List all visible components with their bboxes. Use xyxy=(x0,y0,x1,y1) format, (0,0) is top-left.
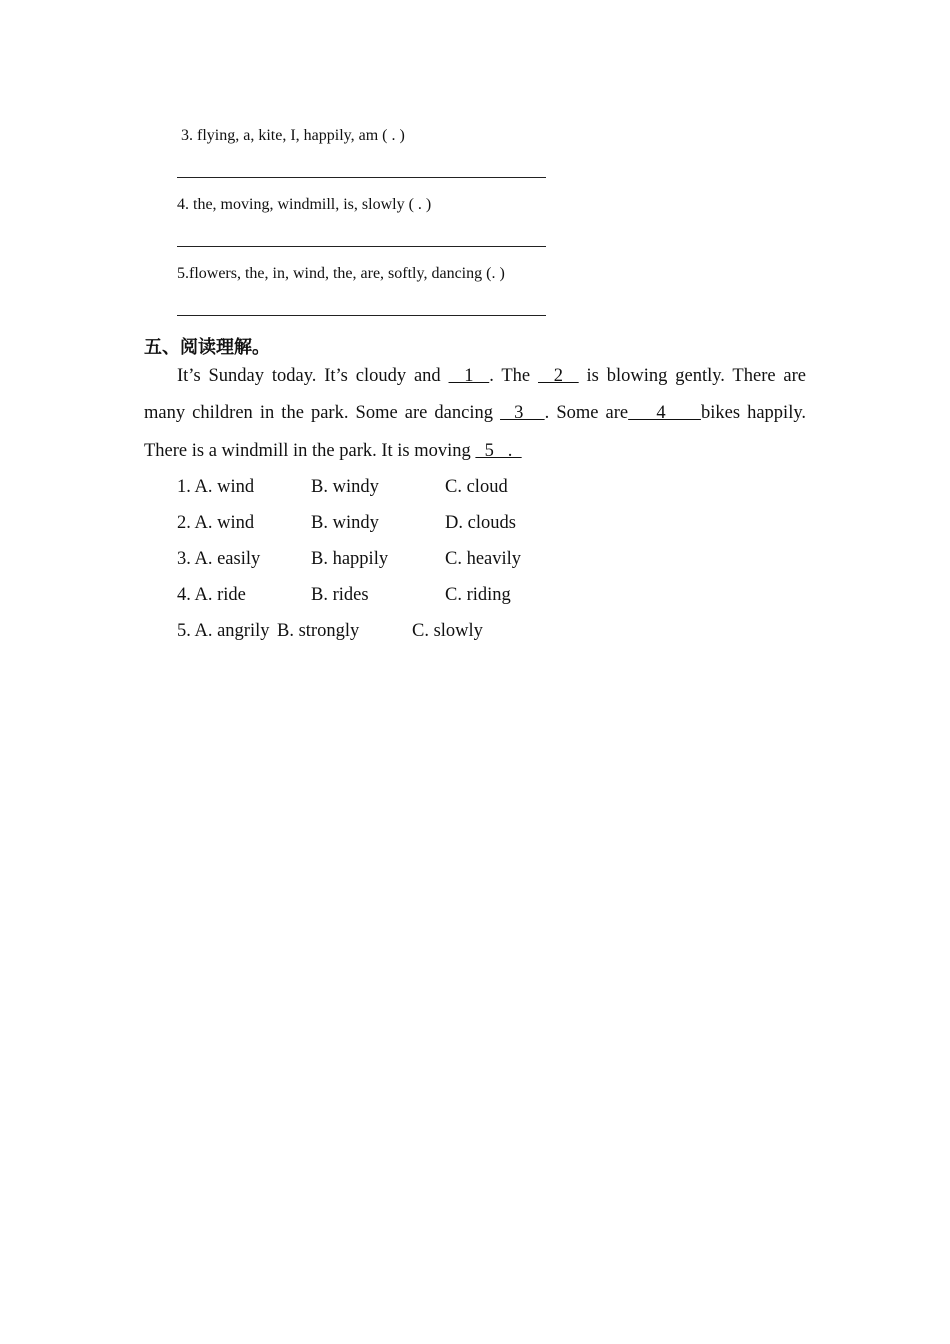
answer-line-5 xyxy=(177,315,546,316)
blank-3: 3 xyxy=(500,403,545,423)
passage-text: is blowing gently. There are xyxy=(578,366,807,386)
reorder-item-3: 3. flying, a, kite, I, happily, am ( . ) xyxy=(181,127,405,144)
option-1-b: B. windy xyxy=(311,477,379,497)
option-1-c: C. cloud xyxy=(445,477,508,497)
option-5-a: 5. A. angrily xyxy=(177,621,270,641)
option-3-b: B. happily xyxy=(311,549,389,569)
passage-text: There is a windmill in the park. It is moving xyxy=(144,441,476,461)
option-5-b: B. strongly xyxy=(277,621,360,641)
option-2-c: D. clouds xyxy=(445,513,516,533)
reorder-item-5: 5.flowers, the, in, wind, the, are, softly, dancing (. ) xyxy=(177,265,505,282)
passage-text: many children in the park. Some are dancing xyxy=(144,403,501,423)
option-3-c: C. heavily xyxy=(445,549,522,569)
section-title: 五、阅读理解。 xyxy=(144,337,270,358)
passage-text: . Some are xyxy=(544,403,629,423)
passage-line-3 xyxy=(144,441,522,462)
passage-line-1 xyxy=(177,366,806,387)
answer-line-4 xyxy=(177,246,546,247)
option-2-b: B. windy xyxy=(311,513,379,533)
blank-4: 4 xyxy=(628,403,701,423)
option-1-a: 1. A. wind xyxy=(177,477,255,497)
blank-2: 2 xyxy=(538,366,579,386)
option-4-a: 4. A. ride xyxy=(177,585,246,605)
option-5-c: C. slowly xyxy=(412,621,483,641)
blank-1: 1 xyxy=(448,366,490,386)
option-3-a: 3. A. easily xyxy=(177,549,261,569)
option-4-c: C. riding xyxy=(445,585,511,605)
answer-line-3 xyxy=(177,177,546,178)
passage-line-2 xyxy=(144,403,806,424)
passage-text: . The xyxy=(489,366,538,386)
option-4-b: B. rides xyxy=(311,585,369,605)
blank-5: 5 . xyxy=(475,441,522,461)
reorder-item-4: 4. the, moving, windmill, is, slowly ( . ) xyxy=(177,196,432,213)
passage-text: bikes happily. xyxy=(700,403,807,423)
option-2-a: 2. A. wind xyxy=(177,513,255,533)
passage-text: It’s Sunday today. It’s cloudy and xyxy=(177,366,449,386)
